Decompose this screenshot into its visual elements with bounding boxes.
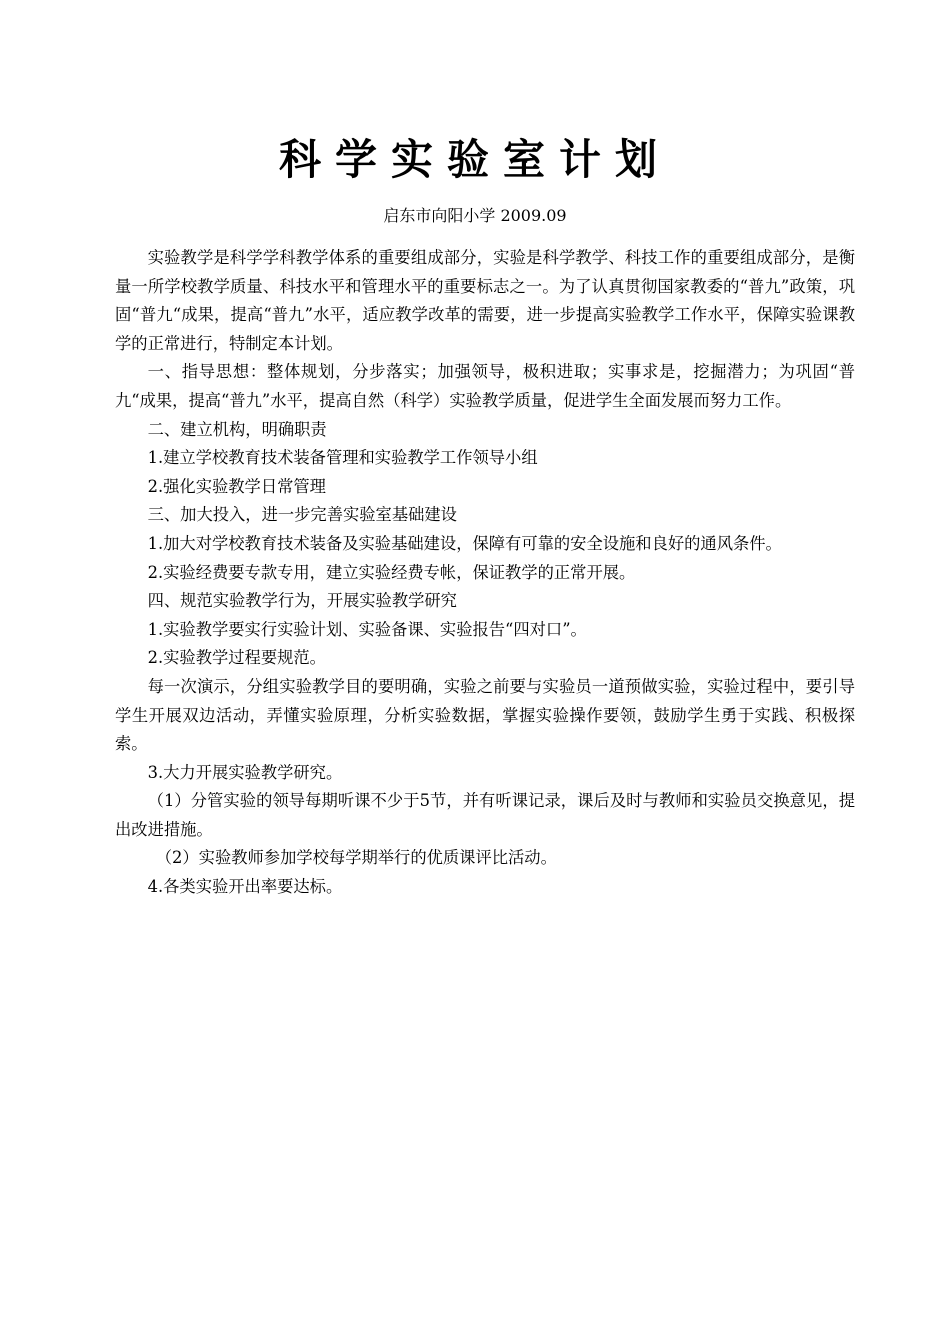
document-body [115,244,855,902]
paragraph-section-4-item-4: 4.各类实验开出率要达标。 [147,877,343,897]
paragraph-section-2-item-2: 2.强化实验教学日常管理 [147,476,326,496]
document-title: 科学实验室计划 [278,135,671,184]
paragraph-section-4-heading: 四、规范实验教学行为，开展实验教学研究 [147,591,457,611]
paragraph-section-4-item-3-sub-2: （2）实验教师参加学校每学期举行的优质课评比活动。 [155,848,557,868]
paragraph-intro: 实验教学是科学学科教学体系的重要组成部分，实验是科学教学、科技工作的重要组成部分，是衡量一所学校教学质量、科技水平和管理水平的重要标志之一。为了认真贯彻国家教委的“普九”政策，巩固“普九“成果，提高“普九”水平，适应教学改革的需要，进一步提高实验教学工作水平，保障实验课教学的正常进行，特制定本计划。 [115,248,855,353]
paragraph-section-2-item-1: 1.建立学校教育技术装备管理和实验教学工作领导小组 [147,448,538,468]
paragraph-section-1: 一、指导思想：整体规划，分步落实；加强领导，极积进取；实事求是，挖掘潜力；为巩固“普九“成果，提高“普九”水平，提高自然（科学）实验教学质量，促进学生全面发展而努力工作。 [115,362,855,410]
document-subtitle: 启东市向阳小学 2009.09 [383,206,567,225]
paragraph-section-4-item-1: 1.实验教学要实行实验计划、实验备课、实验报告“四对口”。 [147,619,587,639]
paragraph-section-4-item-2-detail: 每一次演示，分组实验教学目的要明确，实验之前要与实验员一道预做实验，实验过程中，要引导学生开展双边活动，弄懂实验原理，分析实验数据，掌握实验操作要领，鼓励学生勇于实践、积极探索。 [115,676,855,754]
paragraph-section-4-item-2: 2.实验教学过程要规范。 [147,648,326,668]
paragraph-section-3-item-2: 2.实验经费要专款专用，建立实验经费专帐，保证教学的正常开展。 [147,562,636,582]
paragraph-section-2-heading: 二、建立机构，明确职责 [147,419,327,439]
paragraph-section-4-item-3: 3.大力开展实验教学研究。 [147,762,343,782]
paragraph-section-4-item-3-sub-1: （1）分管实验的领导每期听课不少于5节，并有听课记录，课后及时与教师和实验员交换意见，提出改进措施。 [115,791,855,839]
paragraph-section-3-item-1: 1.加大对学校教育技术装备及实验基础建设，保障有可靠的安全设施和良好的通风条件。 [147,533,782,553]
paragraph-section-3-heading: 三、加大投入，进一步完善实验室基础建设 [147,505,457,525]
